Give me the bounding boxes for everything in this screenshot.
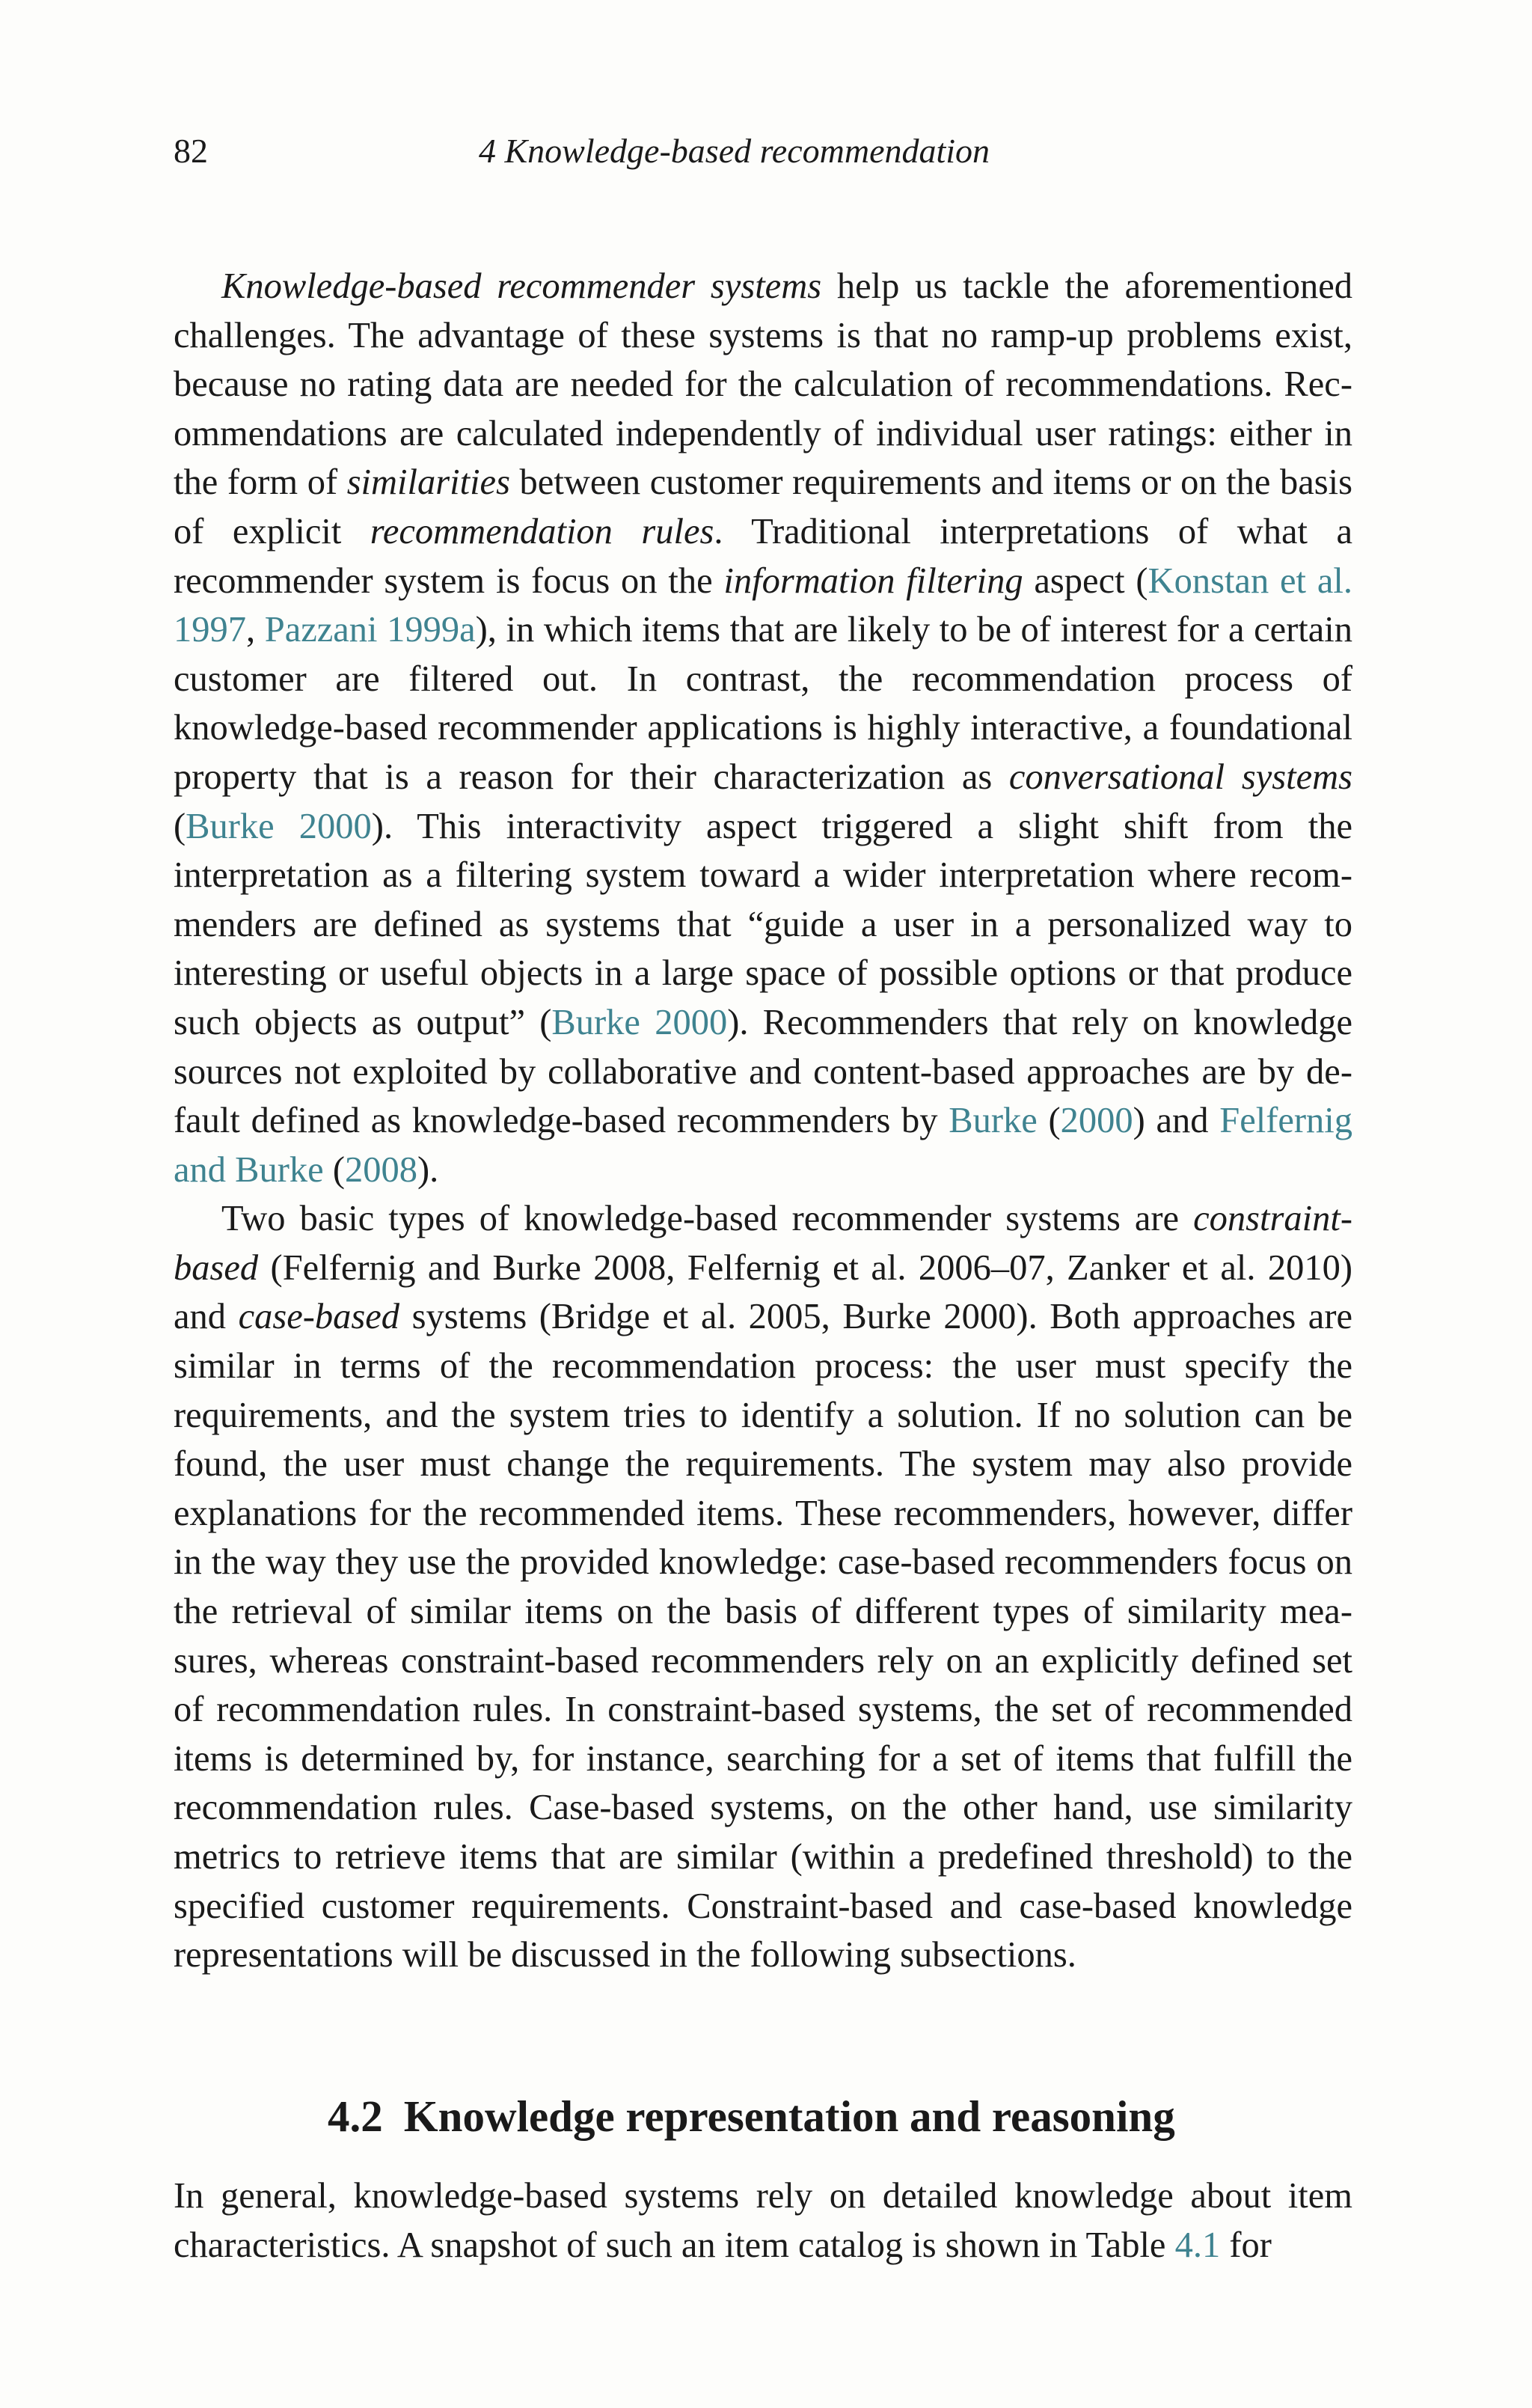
text-run: aspect ( [1023, 560, 1148, 601]
citation-burke-2000[interactable]: Burke 2000 [186, 806, 372, 846]
text-run: , [246, 610, 265, 650]
text-run: ( [323, 1149, 345, 1190]
citation-burke[interactable]: Burke [949, 1101, 1038, 1141]
term-information-filtering: information filtering [723, 560, 1023, 601]
table-reference-4-1[interactable]: 4.1 [1174, 2225, 1221, 2265]
citation-year-2000[interactable]: 2000 [1060, 1101, 1133, 1141]
text-run: ) and [1133, 1101, 1220, 1141]
citation-konstan-1997[interactable]: Konstan et al. 1997 [174, 560, 1352, 650]
intro-text [174, 262, 1352, 1980]
page-number: 82 [174, 132, 208, 170]
text-run: ). This interactivity aspect triggered a slight shift from the interpretation as a filtering system toward a wider interpretation where recommenders are defined as systems that “guide a user in a personalized way to interesting or useful objects in a large space of possible options or that produce such objects as output” ( [174, 806, 1352, 1042]
section-number: 4.2 [328, 2091, 383, 2141]
text-run: for [1220, 2225, 1272, 2265]
section-text [174, 2172, 1352, 2270]
term-knowledge-based-recommender-systems: Knowledge-based recommender systems [221, 266, 822, 306]
text-run: ). Recommenders that rely on knowledge sources not exploited by collaborative and content-based approaches are by default defined as knowledge-based recommenders by [174, 1002, 1353, 1141]
citation-year-2008[interactable]: 2008 [344, 1149, 417, 1190]
paragraph-1 [174, 262, 1352, 1194]
text-run: Two basic types of knowledge-based recommender systems are [221, 1199, 1194, 1239]
paragraph-2 [174, 1194, 1352, 1980]
text-run: In general, knowledge-based systems rely on detailed knowledge about item characteristics. A snapshot of such an item catalog is shown in Table [174, 2176, 1352, 2265]
term-constraint-based: constraint-based [174, 1199, 1352, 1288]
citation-felfernig-and-burke[interactable]: Felfernig and Burke [174, 1101, 1352, 1190]
citation-pazzani-1999a[interactable]: Pazzani 1999a [264, 610, 476, 650]
section-heading [328, 2086, 1175, 2146]
text-run: . Traditional interpretations of what a recommender system is focus on the [174, 511, 1352, 601]
text-run: ( [174, 806, 186, 846]
text-run: (Felfernig and Burke 2008, Felfernig et al. 2006–07, Zanker et al. 2010) and [174, 1247, 1352, 1337]
text-run: systems (Bridge et al. 2005, Burke 2000). Both approaches are similar in terms of the recommendation process: the user must specify the requirements, and the system tries to identify a solution. If no solution can be found, the user must change the requirements. The system may also provide explanations for the recommended items. These recommenders, however, differ in the way they use the provided knowledge: case-based recommenders focus on the retrieval of similar items on the basis of different types of similarity measures, whereas constraint-based recommenders rely on an explicitly defined set of recommendation rules. In constraint-based systems, the set of recommended items is determined by, for instance, searching for a set of items that fulfill the recommendation rules. Case-based systems, on the other hand, use similarity metrics to retrieve items that are similar (within a predefined threshold) to the specified customer requirements. Constraint-based and case-based knowledge representations will be discussed in the following subsections. [174, 1297, 1352, 1975]
term-conversational-systems: conversational systems [1008, 757, 1352, 797]
text-run: ). [417, 1149, 439, 1190]
text-run: ), in which items that are likely to be of interest for a certain customer are filtered out. In contrast, the recommendation process of knowledge-based recommender applications is highly interactive, a foundational property that is a reason for their characterization as [174, 610, 1352, 797]
term-similarities: similarities [346, 462, 510, 503]
term-case-based: case-based [238, 1297, 400, 1337]
text-run: between customer requirements and items or on the basis of explicit [174, 462, 1352, 551]
paragraph-3 [174, 2172, 1352, 2270]
chapter-title: 4 Knowledge-based recommendation [479, 132, 990, 170]
term-recommendation-rules: recommendation rules [370, 511, 714, 551]
text-run: ( [1037, 1101, 1061, 1141]
section-title: Knowledge representation and reasoning [403, 2091, 1175, 2141]
citation-burke-2000[interactable]: Burke 2000 [551, 1002, 728, 1042]
text-run: help us tackle the aforementioned challenges. The advantage of these systems is that no ramp-up problems exist, because no rating data are needed for the calculation of recommendations. Recommendations are calculated independently of individual user ratings: either in the form of [174, 266, 1352, 503]
running-head [174, 129, 1355, 174]
